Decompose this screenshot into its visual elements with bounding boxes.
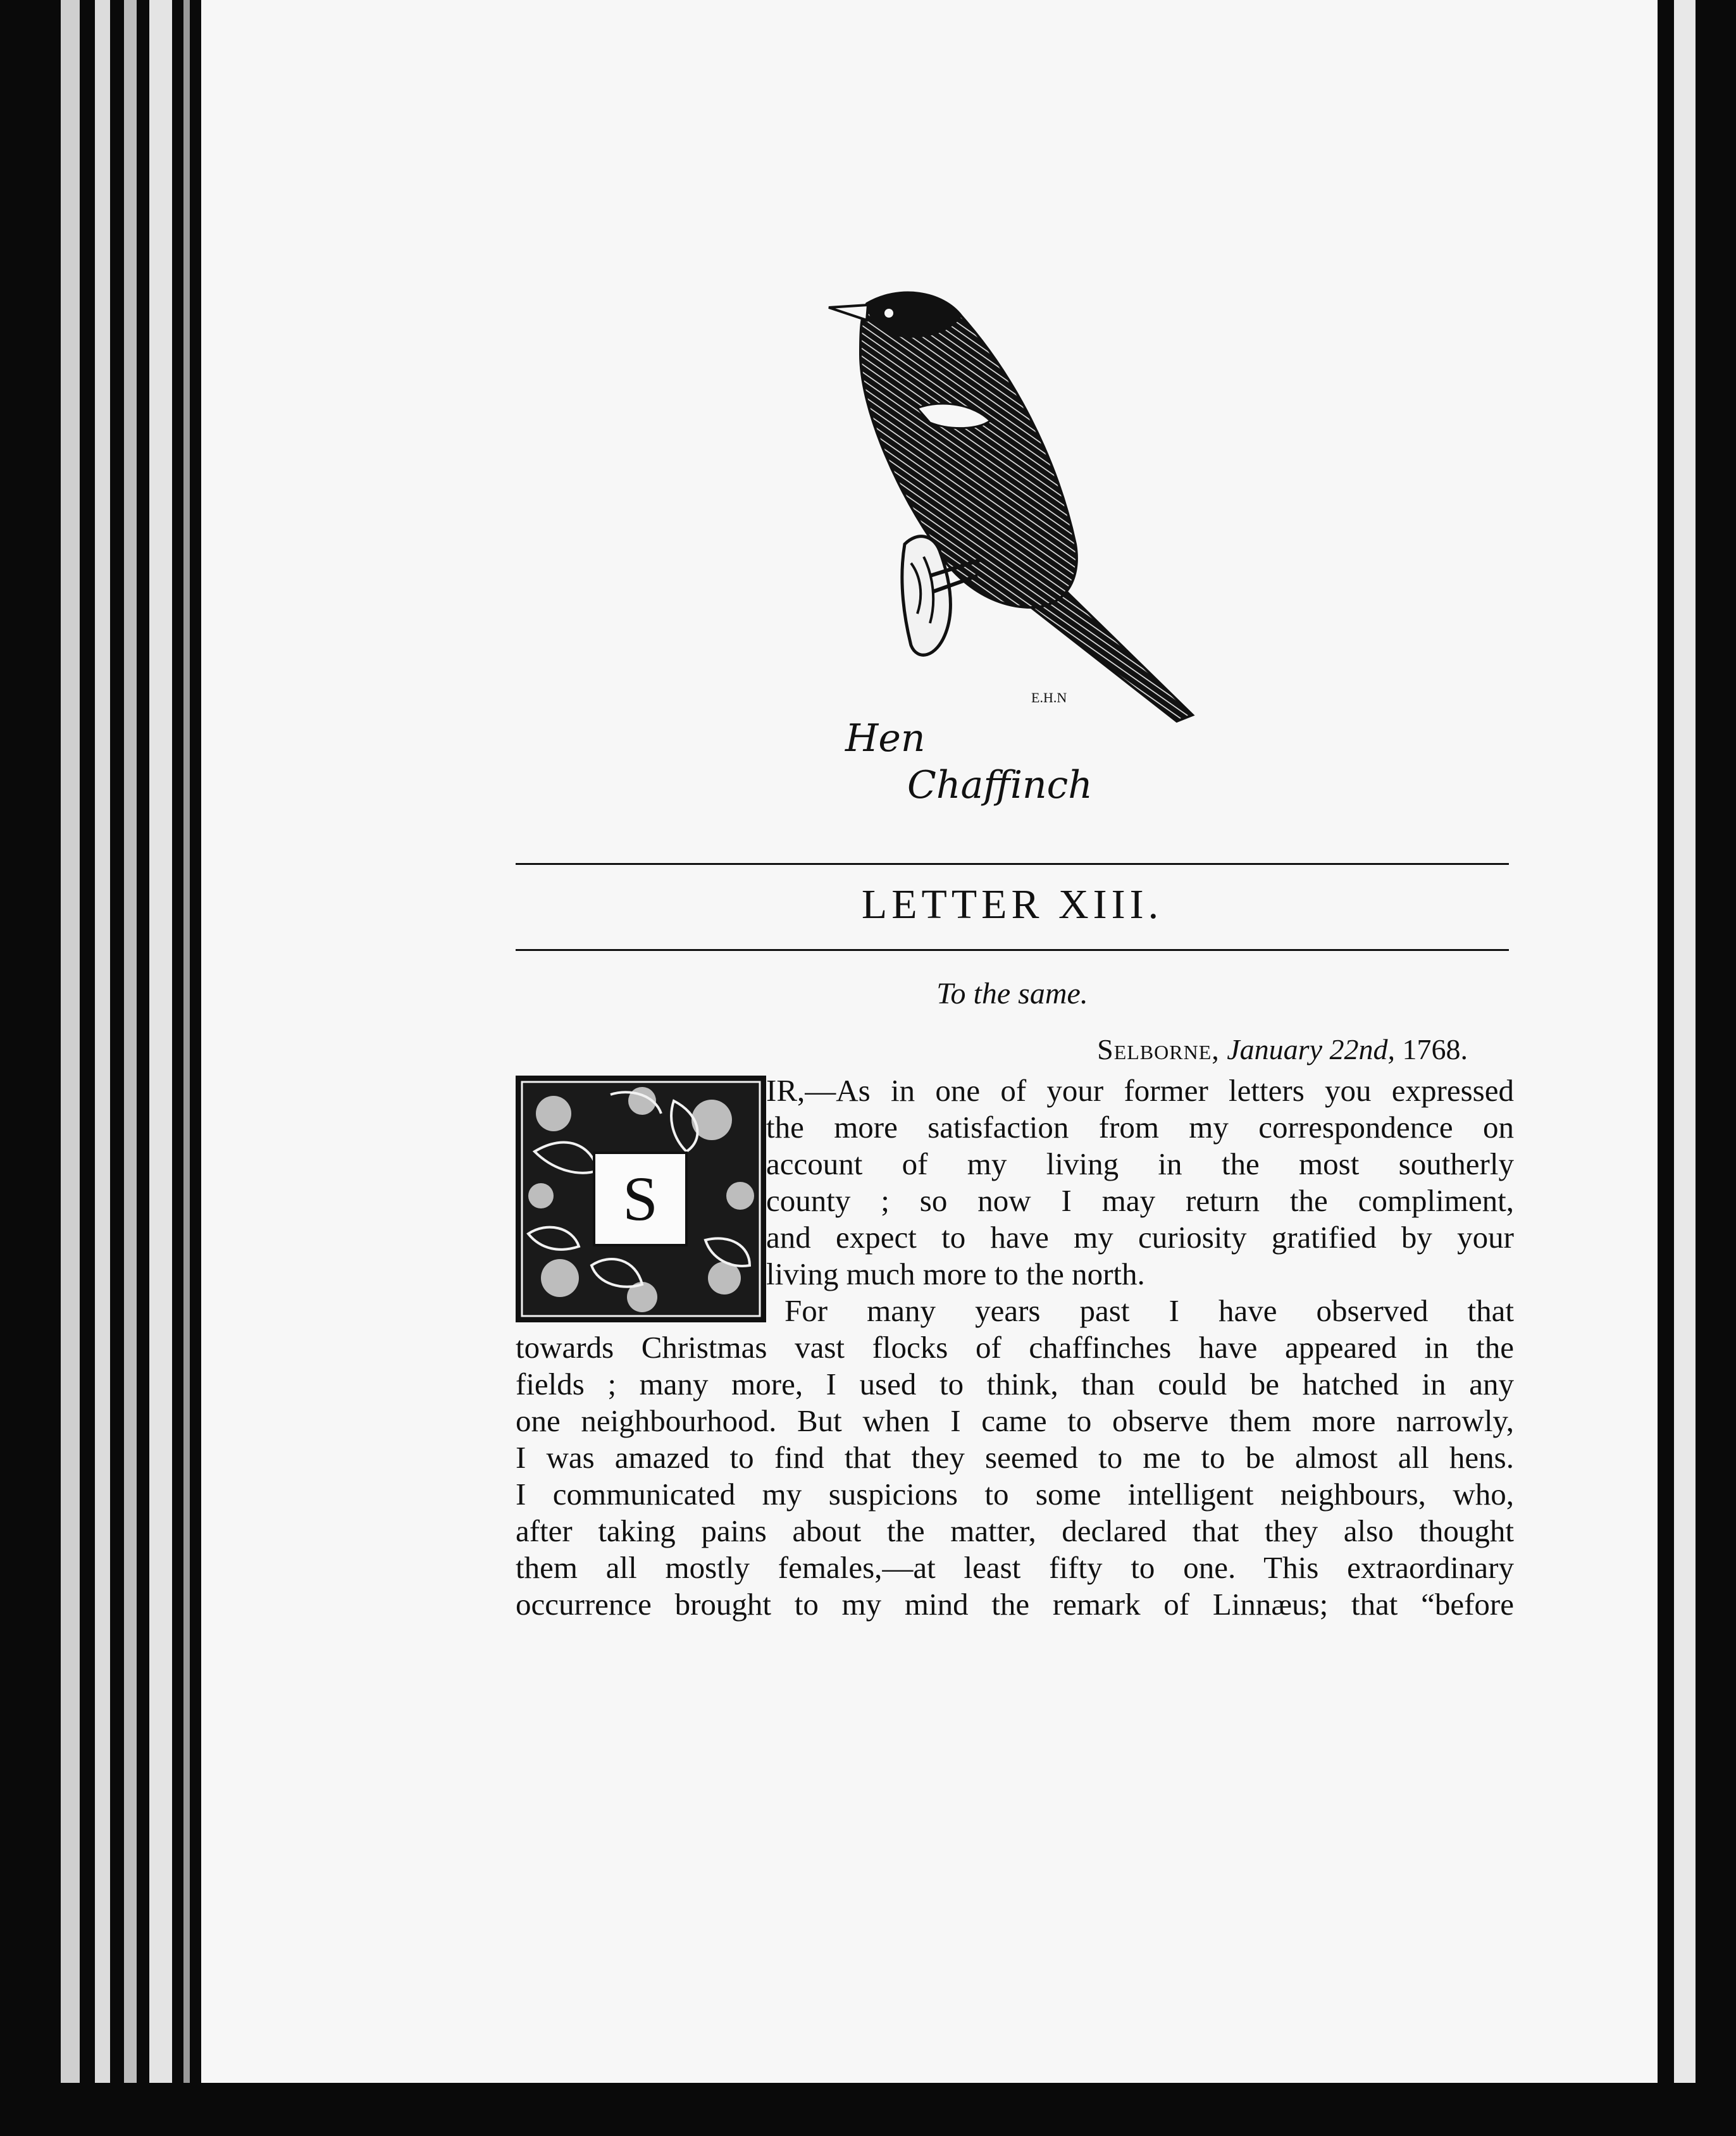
- body-line: towards Christmas vast flocks of chaffinches have appeared in the: [516, 1330, 1514, 1365]
- body-line: one neighbourhood. But when I came to observe them more narrowly,: [516, 1403, 1514, 1438]
- bird-engraving: [822, 278, 1202, 734]
- page-edge: [149, 0, 172, 2136]
- drop-cap-letter: S: [593, 1152, 688, 1246]
- body-line: the more satisfaction from my correspondence on: [766, 1110, 1514, 1145]
- dateline-year: 1768.: [1402, 1033, 1468, 1065]
- body-line: fields ; many more, I used to think, than could be hatched in any: [516, 1367, 1514, 1401]
- facing-page-edge: [1674, 0, 1696, 2136]
- page-edge: [95, 0, 110, 2136]
- salutation: To the same.: [936, 977, 1088, 1010]
- dateline-place: Selborne,: [1097, 1033, 1220, 1065]
- dateline: [1088, 1028, 1468, 1072]
- body-line: living much more to the north.: [766, 1257, 1145, 1291]
- letter-title: LETTER XIII.: [861, 881, 1163, 928]
- scan-border-bottom: [0, 2083, 1736, 2136]
- body-line: occurrence brought to my mind the remark of Linnæus; that “before: [516, 1587, 1514, 1622]
- scan-border-right: [1658, 0, 1736, 2136]
- body-line: after taking pains about the matter, declared that they also thought: [516, 1513, 1514, 1548]
- divider-rule: [516, 949, 1509, 951]
- page-edge: [61, 0, 80, 2136]
- body-line: account of my living in the most southerly: [766, 1146, 1514, 1181]
- illustration-caption-line2: Chaffinch: [907, 763, 1093, 807]
- drop-cap-ornament: [516, 1076, 766, 1322]
- chaffinch-illustration: [822, 278, 1202, 734]
- body-line: and expect to have my curiosity gratified by your: [766, 1220, 1514, 1255]
- illustration-caption-line1: Hen: [845, 716, 926, 761]
- dateline-date: January 22nd,: [1227, 1033, 1395, 1065]
- page-edge: [124, 0, 137, 2136]
- body-line: IR,—As in one of your former letters you expressed: [766, 1073, 1514, 1108]
- body-line: county ; so now I may return the compliment,: [766, 1183, 1514, 1218]
- page-edge: [183, 0, 190, 2136]
- body-line: I communicated my suspicions to some intelligent neighbours, who,: [516, 1477, 1514, 1512]
- body-line: For many years past I have observed that: [784, 1293, 1514, 1328]
- divider-rule: [516, 863, 1509, 865]
- artist-monogram: E.H.N: [1031, 690, 1067, 705]
- body-line: them all mostly females,—at least fifty to one. This extraordinary: [516, 1550, 1514, 1585]
- body-line: I was amazed to find that they seemed to me to be almost all hens.: [516, 1440, 1514, 1475]
